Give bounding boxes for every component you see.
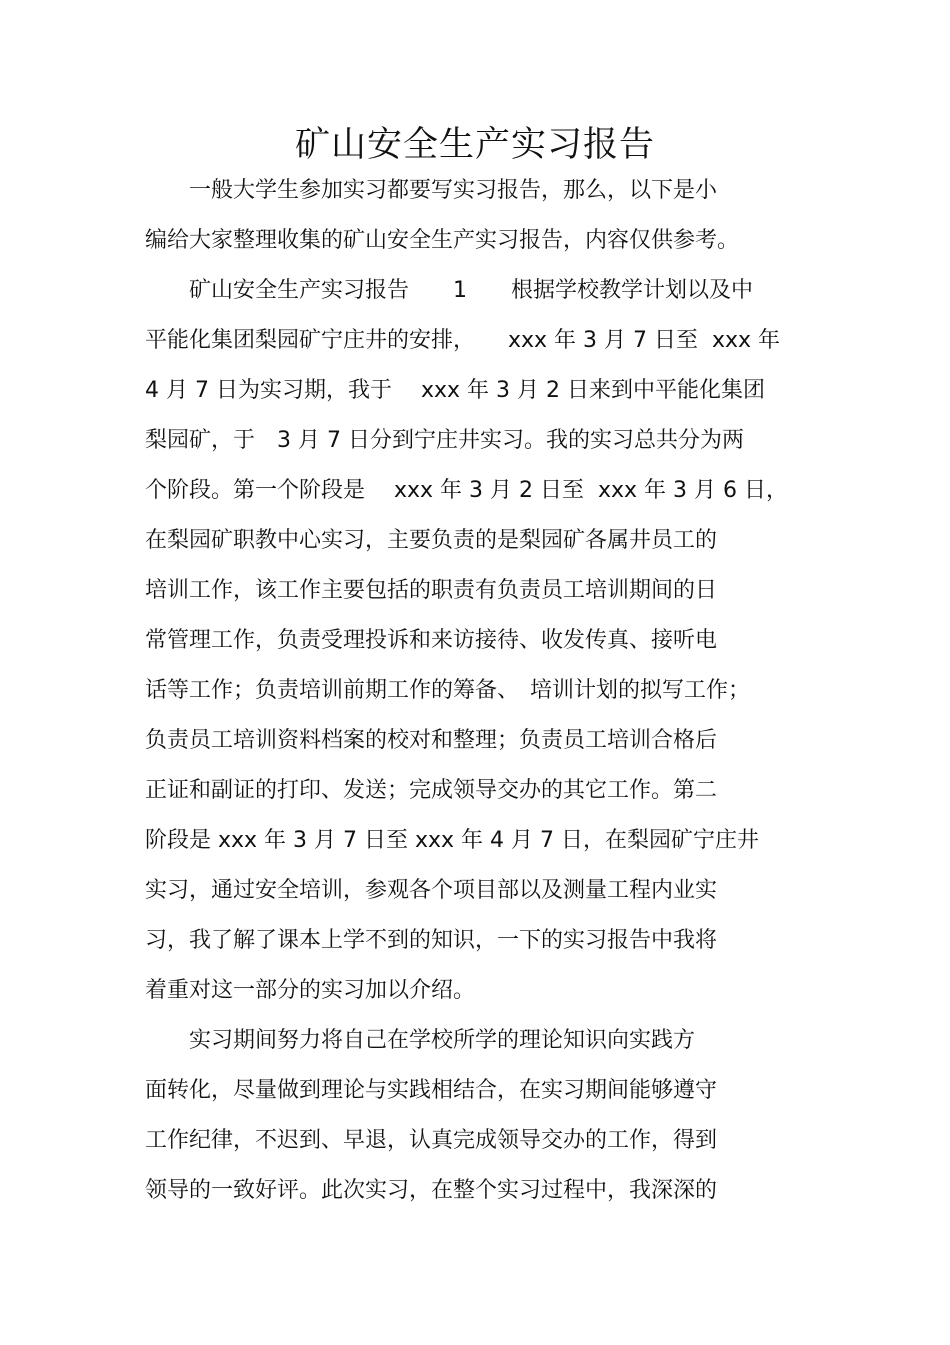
text-line: 常管理工作，负责受理投诉和来访接待、收发传真、接听电 (145, 628, 718, 653)
text-line: 矿山安全生产实习报告 1 根据学校教学计划以及中 (145, 278, 753, 303)
text-line: 领导的一致好评。此次实习，在整个实习过程中，我深深的 (145, 1178, 718, 1203)
text-line: 着重对这一部分的实习加以介绍。 (145, 978, 476, 1003)
text-line: 习，我了解了课本上学不到的知识，一下的实习报告中我将 (145, 928, 718, 953)
text-line: 个阶段。第一个阶段是 xxx 年 3 月 2 日至 xxx 年 3 月 6 日， (145, 478, 789, 503)
text-line: 面转化，尽量做到理论与实践相结合，在实习期间能够遵守 (145, 1078, 718, 1103)
text-line: 培训工作，该工作主要包括的职责有负责员工培训期间的日 (145, 578, 718, 603)
text-line: 梨园矿，于 3 月 7 日分到宁庄井实习。我的实习总共分为两 (145, 428, 744, 453)
text-line: 在梨园矿职教中心实习，主要负责的是梨园矿各属井员工的 (145, 528, 718, 553)
text-line: 平能化集团梨园矿宁庄井的安排， xxx 年 3 月 7 日至 xxx 年 (145, 328, 781, 353)
text-line: 工作纪律，不迟到、早退，认真完成领导交办的工作，得到 (145, 1128, 718, 1153)
document-title: 矿山安全生产实习报告 (294, 125, 655, 165)
text-line: 负责员工培训资料档案的校对和整理；负责员工培训合格后 (145, 728, 718, 753)
text-line: 编给大家整理收集的矿山安全生产实习报告，内容仅供参考。 (145, 228, 740, 253)
text-line: 正证和副证的打印、发送；完成领导交办的其它工作。第二 (145, 778, 718, 803)
text-line: 阶段是 xxx 年 3 月 7 日至 xxx 年 4 月 7 日，在梨园矿宁庄井 (145, 828, 760, 853)
text-line: 实习，通过安全培训，参观各个项目部以及测量工程内业实 (145, 878, 718, 903)
text-line: 一般大学生参加实习都要写实习报告，那么，以下是小 (145, 178, 718, 203)
text-line: 4 月 7 日为实习期，我于 xxx 年 3 月 2 日来到中平能化集团 (145, 378, 765, 403)
text-line: 话等工作；负责培训前期工作的筹备、 培训计划的拟写工作； (145, 678, 751, 703)
text-line: 实习期间努力将自己在学校所学的理论知识向实践方 (145, 1028, 696, 1053)
